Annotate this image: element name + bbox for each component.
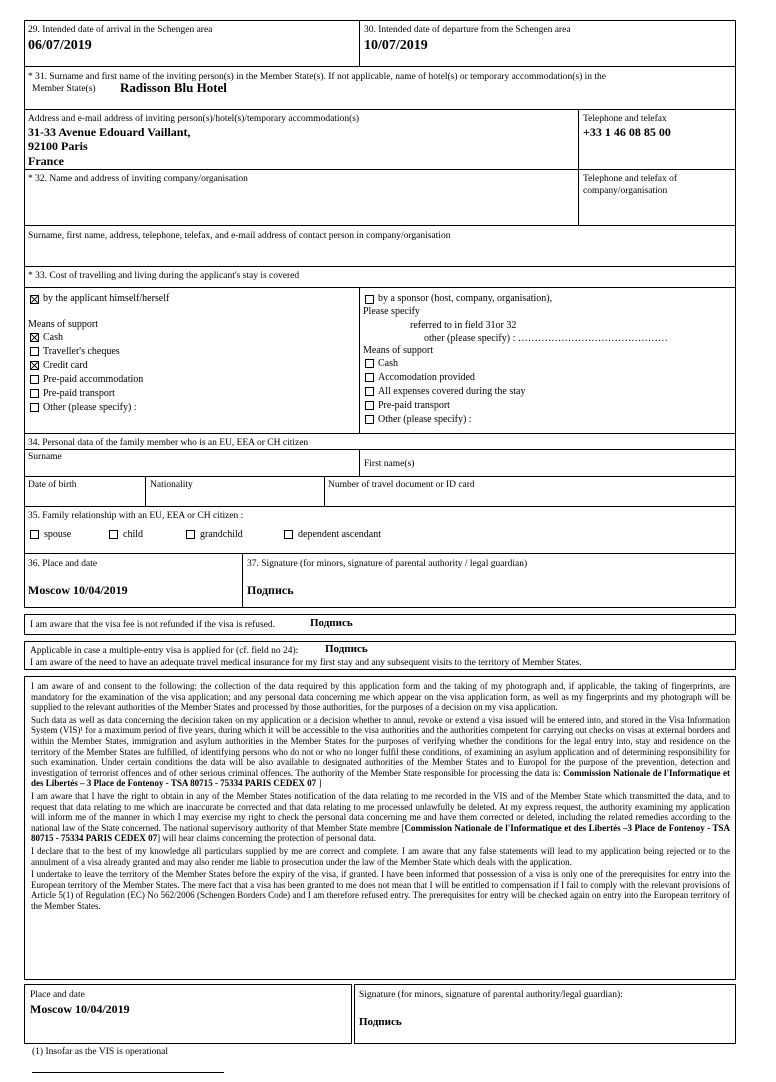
accommodation-provided-checkbox[interactable] [365,373,374,382]
nationality-label: Nationality [150,480,193,490]
fee-signature[interactable]: Подпись [310,617,353,629]
all-expenses-checkbox[interactable] [365,387,374,396]
sponsor-prepaid-transport-label: Pre-paid transport [378,400,450,411]
multi-entry-signature[interactable]: Подпись [325,643,368,655]
field-35-label: 35. Family relationship with an EU, EEA or CH citizen : [28,511,244,521]
prepaid-accommodation-checkbox[interactable] [30,375,39,384]
fee-notice-text: I am aware that the visa fee is not refunded if the visa is refused. [30,620,276,630]
please-specify-label: Please specify [363,306,420,317]
telephone-value[interactable]: +33 1 46 08 85 00 [583,125,671,139]
credit-card-label: Credit card [43,360,88,371]
consent-para-2: Such data as well as data concerning the decision taken on my application or a decision whether to annul, revoke or extend a visa issued will be entered into, and stored in the Visa Information System (VIS)¹ for a maximum period of five years, during which it will be accessible to the visa authorities and the authorities competent for carrying out checks on visas at external borders and within the Member States, immigration and asylum authorities in the Member States for the purposes of verifying whether the conditions for the legal entry into, stay and residence on the territory of the Member States are fulfilled, of identifying persons who do not or who no longer fulfil these conditions, of examining an asylum application and of determining responsibility for such examination. Under certain conditions the data will be also available to designated authorities of the Member States and to Europol for the purpose of the prevention, detection and investigation of terrorist offences and of other serious criminal offences. The authority of the Member State responsible for processing the data is: Commission Nationale de l'Informatique et des Libertés – 3 Place de Fontenoy - TSA 80715 - 75334 PARIS CEDEX 07 ] [31,714,731,789]
company-phone-label-cont: company/organisation [583,186,668,196]
address-line2[interactable]: 92100 Paris [28,139,88,153]
sponsor-other-label: Other (please specify) : [378,414,472,425]
grandchild-checkbox[interactable] [186,530,195,539]
grandchild-label: grandchild [200,529,243,540]
means-of-support-label: Means of support [28,319,98,330]
by-applicant-checkbox[interactable] [30,295,39,304]
prepaid-transport-label: Pre-paid transport [43,388,115,399]
consent-para-3: I am aware that I have the right to obtain in any of the Member States notification of the data relating to me recorded in the VIS and of the Member State which transmitted the data, and to request that data relating to me which are inaccurate be corrected and that data relating to me processed unlawfully be deleted. At my express request, the authority examining my application will inform me of the manner in which I may exercise my right to check the personal data concerning me and have them corrected or deleted, including the related remedies according to the national law of the State concerned. The national supervisory authority of that Member State membre [Commission Nationale de l'Informatique et des Libertés –3 Place de Fontenoy - TSA 80715 - 75334 PARIS CEDEX 07] will hear claims concerning the protection of personal data. [31,790,731,844]
departure-date-value[interactable]: 10/07/2019 [364,38,428,53]
referred-label: referred to in field 31or 32 [410,320,517,331]
other-checkbox[interactable] [30,403,39,412]
consent-para-4: I declare that to the best of my knowledge all particulars supplied by me are correct and complete. I am aware that any false statements will lead to my application being rejected or to the annulment of a visa already granted and may also render me liable to prosecution under the law of the Member State which deals with the application. [31,845,730,867]
other-specify-label: other (please specify) : ……………………………………… [424,333,668,344]
cash-label: Cash [43,332,63,343]
credit-card-checkbox[interactable] [30,361,39,370]
first-names-label: First name(s) [364,459,415,469]
place-date-value[interactable]: Moscow 10/04/2019 [28,583,128,597]
field-31-label: * 31. Surname and first name of the inviting person(s) in the Member State(s). If not applicable, name of hotel(s) or temporary accommodation(s) in the [28,72,607,82]
other-label: Other (please specify) : [43,402,137,413]
sponsor-cash-checkbox[interactable] [365,359,374,368]
field-36-label: 36. Place and date [28,559,98,569]
field-30-label: 30. Intended date of departure from the Schengen area [364,25,571,35]
travel-document-label: Number of travel document or ID card [328,480,475,490]
prepaid-accommodation-label: Pre-paid accommodation [43,374,144,385]
address-line3[interactable]: France [28,154,64,168]
consent-box [24,676,736,980]
address-line1[interactable]: 31-33 Avenue Edouard Vaillant, [28,125,191,139]
sponsor-cash-label: Cash [378,358,398,369]
footnote: (1) Insofar as the VIS is operational [32,1047,168,1057]
by-sponsor-checkbox[interactable] [365,295,374,304]
dependent-ascendant-checkbox[interactable] [284,530,293,539]
by-sponsor-label: by a sponsor (host, company, organisation), [378,293,553,304]
sponsor-other-checkbox[interactable] [365,415,374,424]
consent-para-5: I undertake to leave the territory of the Member States before the expiry of the visa, if granted. I have been informed that possession of a visa is only one of the prerequisites for entry into the European territory of the Member States. The mere fact that a visa has been granted to me does not mean that I will be entitled to compensation if I fail to comply with the relevant provisions of Article 5(1) of Regulation (EC) No 562/2006 (Schengen Borders Code) and I am therefore refused entry. The prerequisites for entry will be checked again on entry into the European territory of the Member States. [31,869,730,911]
arrival-date-value[interactable]: 06/07/2019 [28,38,92,53]
contact-person-label: Surname, first name, address, telephone, telefax, and e-mail address of contact person in company/organisation [28,231,451,241]
surname-label: Surname [28,452,62,462]
dependent-ascendant-label: dependent ascendant [298,529,382,540]
field-37-label: 37. Signature (for minors, signature of parental authority / legal guardian) [247,559,528,569]
footnote-rule [32,1072,224,1073]
date-of-birth-label: Date of birth [28,480,77,490]
final-signature-value[interactable]: Подпись [359,1016,402,1028]
place-date-label: Place and date [30,990,85,1000]
signature-37-value[interactable]: Подпись [247,583,294,597]
child-checkbox[interactable] [109,530,118,539]
consent-para-1: I am aware of and consent to the following: the collection of the data required by this application form and the taking of my photograph and, if applicable, the taking of fingerprints, are mandatory for the examination of the visa application; and any personal data concerning me which appear on the visa application form, as well as my fingerprints and my photograph will be supplied to the relevant authorities of the Member States and processed by those authorities, for the purposes of a decision on my visa application. [31,681,730,713]
all-expenses-label: All expenses covered during the stay [378,386,526,397]
accommodation-provided-label: Accomodation provided [378,372,475,383]
cash-checkbox[interactable] [30,333,39,342]
sponsor-means-label: Means of support [363,345,433,356]
address-label: Address and e-mail address of inviting person(s)/hotel(s)/temporary accommodation(s) [28,114,360,124]
spouse-checkbox[interactable] [30,530,39,539]
field-31-label-cont: Member State(s) [32,84,96,94]
prepaid-transport-checkbox[interactable] [30,389,39,398]
travellers-cheques-label: Traveller's cheques [43,346,120,357]
sponsor-prepaid-transport-checkbox[interactable] [365,401,374,410]
signature-label: Signature (for minors, signature of parental authority/legal guardian): [359,990,623,1000]
child-label: child [123,529,143,540]
field-33-label: * 33. Cost of travelling and living during the applicant's stay is covered [28,271,300,281]
insurance-text: I am aware of the need to have an adequate travel medical insurance for my first stay and any subsequent visits to the territory of Member States. [30,658,582,668]
final-place-date-value[interactable]: Moscow 10/04/2019 [30,1002,130,1016]
travellers-cheques-checkbox[interactable] [30,347,39,356]
by-applicant-label: by the applicant himself/herself [43,293,170,304]
hotel-name-value[interactable]: Radisson Blu Hotel [120,80,227,95]
field-32-label: * 32. Name and address of inviting company/organisation [28,174,248,184]
field-34-label: 34. Personal data of the family member who is an EU, EEA or CH citizen [28,438,309,448]
company-phone-label: Telephone and telefax of [583,174,678,184]
telephone-label: Telephone and telefax [583,114,667,124]
spouse-label: spouse [44,529,72,540]
field-29-label: 29. Intended date of arrival in the Schengen area [28,25,213,35]
multi-entry-text: Applicable in case a multiple-entry visa is applied for (cf. field no 24): [30,646,299,656]
